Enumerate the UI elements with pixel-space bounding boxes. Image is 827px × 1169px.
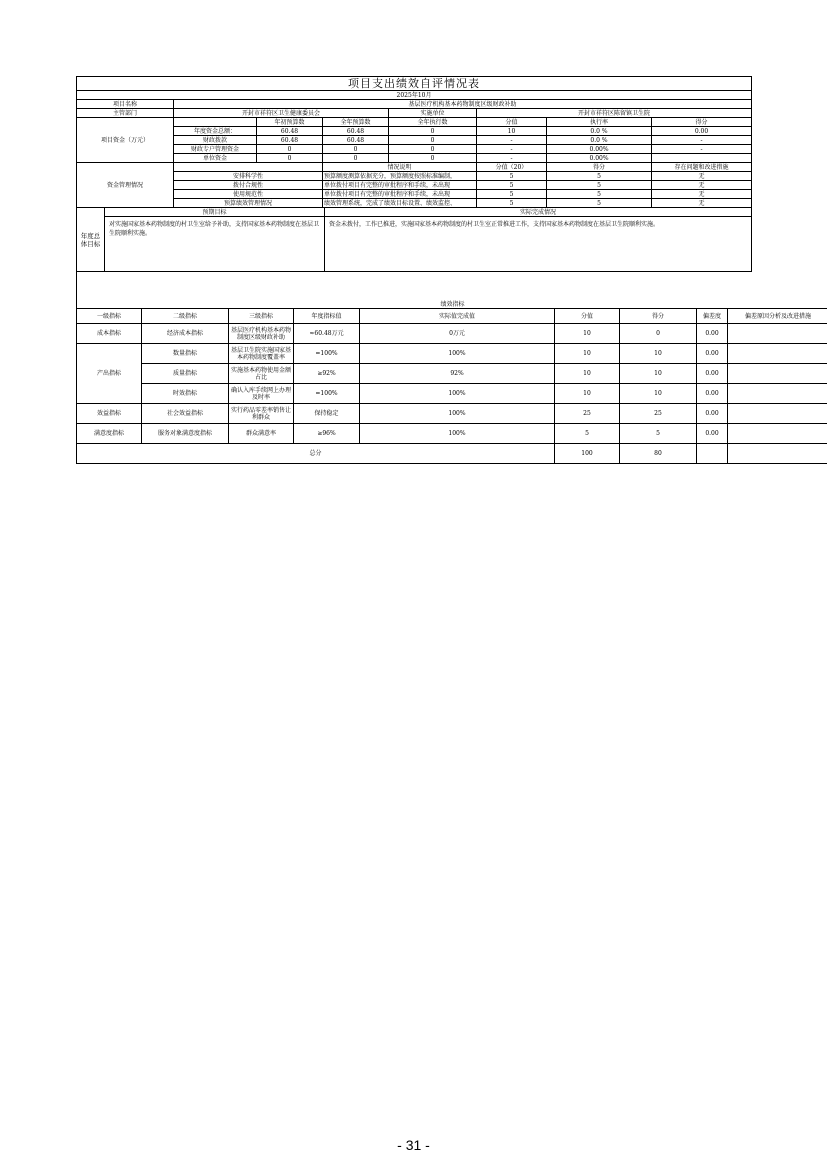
funds-cell: 0 [323,154,389,163]
target-value: ≥96% [294,424,360,444]
expected-goal-header: 预期目标 [105,208,325,217]
table-row [77,384,827,404]
management-score: 5 [477,190,547,199]
indicators-header: 分值 [555,309,620,324]
management-row-label: 使用规范性 [174,190,323,199]
funds-header-blank [174,118,257,127]
deviation-reason [728,364,827,384]
funds-cell: 0 [389,127,477,136]
funds-cell: - [477,136,547,145]
got-value: 10 [620,364,697,384]
actual-value: 100% [360,424,555,444]
indicators-header: 三级指标 [229,309,294,324]
deviation-value: 0.00 [697,344,728,364]
score-value: 25 [555,404,620,424]
funds-header: 得分 [652,118,752,127]
funds-header: 年初预算数 [257,118,323,127]
total-deviation [697,444,728,464]
actual-value: 0万元 [360,324,555,344]
total-got: 80 [620,444,697,464]
l1-indicator: 产出指标 [77,344,142,404]
indicators-header: 实际值完成值 [360,309,555,324]
funds-cell: 0.00% [547,145,652,154]
management-desc: 单位拨付项目有完整的审批程序和手续，未出现 [323,190,477,199]
management-issue: 无 [652,172,752,181]
table-row [77,344,827,364]
project-name-label: 项目名称 [77,100,174,109]
impl-value: 开封市祥符区陈留镇卫生院 [477,109,752,118]
funds-cell: 0.0 % [547,136,652,145]
management-row-label: 安排科学性 [174,172,323,181]
total-reason [728,444,827,464]
l1-indicator: 满意度指标 [77,424,142,444]
management-got: 5 [547,199,652,208]
management-got: 5 [547,190,652,199]
management-issue: 无 [652,199,752,208]
funds-cell: 0.00% [547,154,652,163]
annual-goal-label: 年度总体目标 [77,208,105,272]
total-label: 总分 [77,444,555,464]
l3-indicator: 基层医疗机构基本药物制度区级财政补助 [229,324,294,344]
management-header: 存在问题和改进措施 [652,163,752,172]
got-value: 0 [620,324,697,344]
total-score: 100 [555,444,620,464]
management-got: 5 [547,181,652,190]
indicators-table [76,272,827,464]
deviation-value: 0.00 [697,424,728,444]
indicators-header: 二级指标 [142,309,229,324]
score-value: 10 [555,324,620,344]
funds-cell: 0 [257,154,323,163]
management-desc: 预算额度测算依据充分，预算额度按照标准编制， [323,172,477,181]
indicators-caption: 绩效指标 [77,300,827,309]
table-row [77,404,827,424]
table-row [77,424,827,444]
funds-cell: 0 [389,136,477,145]
deviation-reason [728,424,827,444]
funds-section-label: 项目资金（万元） [77,118,174,163]
deviation-value: 0.00 [697,364,728,384]
l2-indicator: 数量指标 [142,344,229,364]
l2-indicator: 服务对象满意度指标 [142,424,229,444]
actual-value: 100% [360,344,555,364]
management-desc: 绩效管理系统，完成了绩效目标设置、绩效监控、 [323,199,477,208]
deviation-reason [728,384,827,404]
funds-cell: 0.00 [652,127,752,136]
impl-label: 实施单位 [389,109,477,118]
management-header: 情况说明 [323,163,477,172]
funds-cell: 0 [389,154,477,163]
l2-indicator: 时效指标 [142,384,229,404]
dept-label: 主管部门 [77,109,174,118]
l2-indicator: 质量指标 [142,364,229,384]
funds-cell: - [652,145,752,154]
funds-row-label: 年度资金总额： [174,127,257,136]
indicators-spacer [77,272,827,300]
evaluation-sheet [76,76,812,464]
score-value: 10 [555,364,620,384]
l2-indicator: 社会效益指标 [142,404,229,424]
management-header: 分值（20） [477,163,547,172]
total-row [77,444,827,464]
deviation-reason [728,344,827,364]
target-value: 保持稳定 [294,404,360,424]
got-value: 10 [620,384,697,404]
l1-indicator: 成本指标 [77,324,142,344]
management-score: 5 [477,181,547,190]
indicators-header: 偏差原因分析及改进措施 [728,309,827,324]
project-summary-table [76,76,752,208]
funds-cell: 0 [323,145,389,154]
l3-indicator: 群众满意率 [229,424,294,444]
funds-cell: - [477,154,547,163]
target-value: =100% [294,344,360,364]
funds-cell: 0 [389,145,477,154]
score-value: 5 [555,424,620,444]
funds-cell: - [652,136,752,145]
management-desc: 单位拨付项目有完整的审批程序和手续，未出现 [323,181,477,190]
page-number: - 31 - [397,1137,430,1153]
expected-goal-text: 对实施国家基本药物制度的村卫生室给予补助，支持国家基本药物制度在基层卫生院顺利实施。 [105,217,325,272]
l3-indicator: 基层卫生院实施国家基本药物制度覆盖率 [229,344,294,364]
funds-row-label: 单位资金 [174,154,257,163]
management-got: 5 [547,172,652,181]
management-header: 得分 [547,163,652,172]
funds-cell: 60.48 [257,136,323,145]
actual-value: 92% [360,364,555,384]
funds-cell [652,154,752,163]
table-row [77,324,827,344]
deviation-reason [728,404,827,424]
management-issue: 无 [652,181,752,190]
table-row [77,364,827,384]
deviation-value: 0.00 [697,324,728,344]
project-name: 基层医疗机构基本药物制度区级财政补助 [174,100,752,109]
funds-header: 全年预算数 [323,118,389,127]
actual-value: 100% [360,384,555,404]
score-value: 10 [555,344,620,364]
indicators-header: 年度指标值 [294,309,360,324]
target-value: ≈60.48万元 [294,324,360,344]
actual-value: 100% [360,404,555,424]
l3-indicator: 实行药品零差率销售让利群众 [229,404,294,424]
management-score: 5 [477,172,547,181]
deviation-value: 0.00 [697,404,728,424]
funds-row-label: 财政拨款 [174,136,257,145]
funds-cell: 60.48 [257,127,323,136]
got-value: 25 [620,404,697,424]
l1-indicator: 效益指标 [77,404,142,424]
dept-value: 开封市祥符区卫生健康委员会 [174,109,389,118]
funds-header: 执行率 [547,118,652,127]
deviation-value: 0.00 [697,384,728,404]
funds-cell: 0.0 % [547,127,652,136]
l3-indicator: 确认入库手续网上办理及时率 [229,384,294,404]
management-issue: 无 [652,190,752,199]
target-value: ≥92% [294,364,360,384]
target-value: =100% [294,384,360,404]
funds-cell: - [477,145,547,154]
funds-header: 全年执行数 [389,118,477,127]
page-title: 项目支出绩效自评情况表 [77,77,752,91]
funds-cell: 10 [477,127,547,136]
actual-goal-text: 资金未拨付，工作已推进，实施国家基本药物制度的村卫生室正常推进工作，支持国家基本药物制度在基层卫生院顺利实施。 [325,217,752,272]
management-header-blank [174,163,323,172]
management-row-label: 预算绩效管理情况 [174,199,323,208]
management-section-label: 资金管理情况 [77,163,174,208]
funds-row-label: 财政专户管理资金 [174,145,257,154]
got-value: 5 [620,424,697,444]
management-score: 5 [477,199,547,208]
deviation-reason [728,324,827,344]
annual-goals-table [76,208,752,272]
funds-header: 分值 [477,118,547,127]
funds-cell: 60.48 [323,127,389,136]
report-date: 2025年10月 [77,91,752,100]
actual-goal-header: 实际完成情况 [325,208,752,217]
funds-cell: 0 [257,145,323,154]
indicators-header: 偏差度 [697,309,728,324]
indicators-header: 得分 [620,309,697,324]
funds-cell: 60.48 [323,136,389,145]
l3-indicator: 实施基本药物使用金额占比 [229,364,294,384]
l2-indicator: 经济成本指标 [142,324,229,344]
got-value: 10 [620,344,697,364]
indicators-header: 一级指标 [77,309,142,324]
management-row-label: 拨付合规性 [174,181,323,190]
score-value: 10 [555,384,620,404]
